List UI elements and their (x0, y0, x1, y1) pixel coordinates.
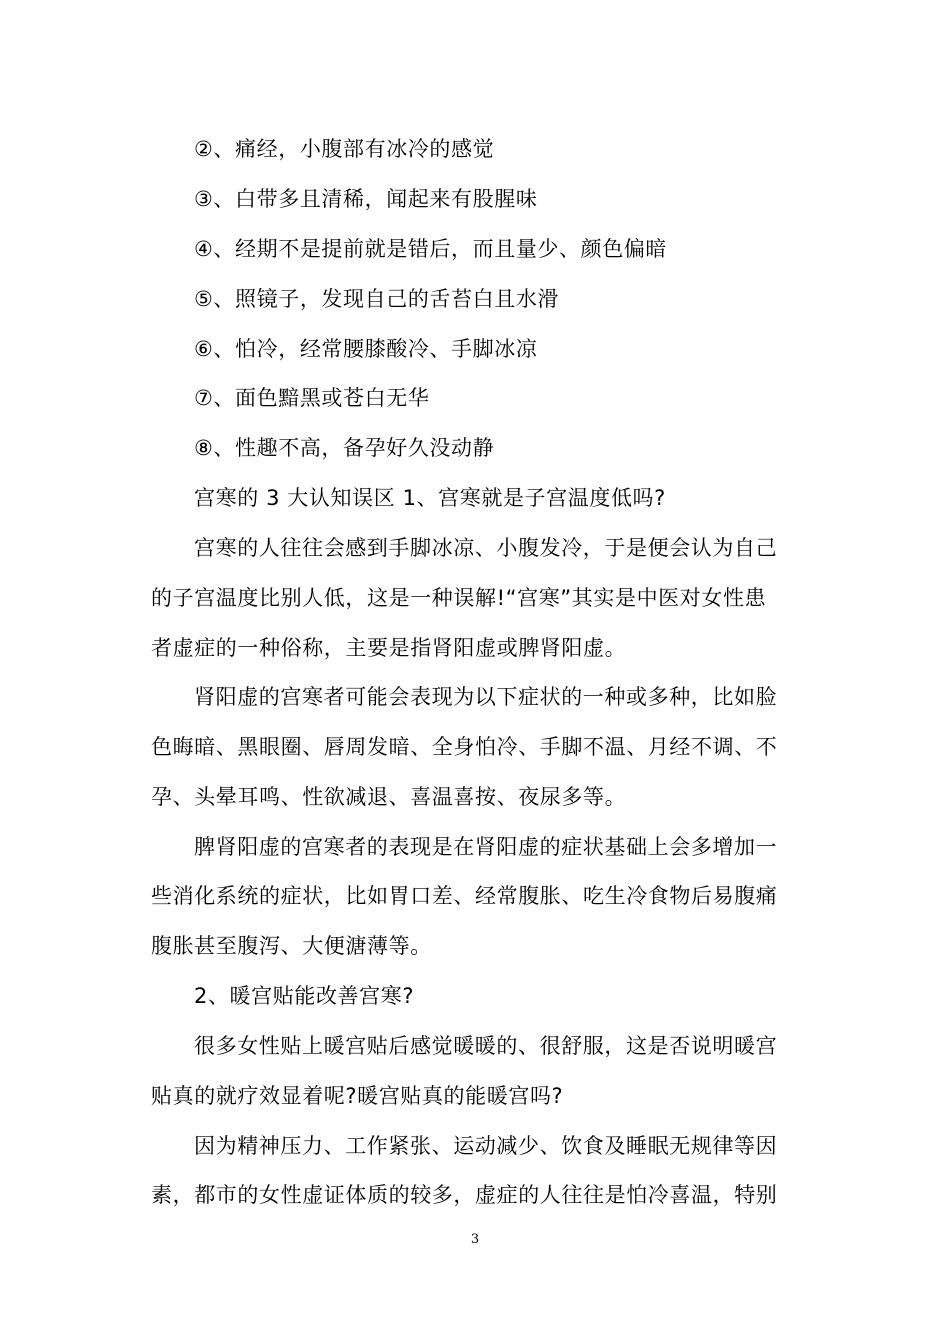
paragraph-line: 很多女性贴上暖宫贴后感觉暖暖的、很舒服，这是否说明暖宫 (194, 1034, 778, 1058)
paragraph-line: 孕、头晕耳鸣、性欲减退、喜温喜按、夜尿多等。 (151, 785, 627, 809)
paragraph-line: 因为精神压力、工作紧张、运动减少、饮食及睡眠无规律等因 (194, 1134, 778, 1158)
question-heading: 2、暖宫贴能改善宫寒? (194, 984, 415, 1008)
paragraph-line: 者虚症的一种俗称，主要是指肾阳虚或脾肾阳虚。 (151, 636, 627, 660)
paragraph-line: 些消化系统的症状，比如胃口差、经常腹胀、吃生冷食物后易腹痛 (151, 884, 778, 908)
paragraph-line: 贴真的就疗效显着呢?暖宫贴真的能暖宫吗? (151, 1084, 564, 1108)
list-item: ②、痛经，小腹部有冰冷的感觉 (194, 137, 495, 161)
list-item: ⑦、面色黯黑或苍白无华 (194, 386, 430, 410)
page-number: 3 (470, 1232, 480, 1247)
paragraph-line: 宫寒的人往往会感到手脚冰凉、小腹发冷，于是便会认为自己 (194, 536, 778, 560)
list-item: ⑥、怕冷，经常腰膝酸冷、手脚冰凉 (194, 337, 538, 361)
section-heading: 宫寒的 3 大认知误区 1、宫寒就是子宫温度低吗? (194, 486, 666, 510)
paragraph-line: 色晦暗、黑眼圈、唇周发暗、全身怕冷、手脚不温、月经不调、不 (151, 735, 778, 759)
paragraph-line: 的子宫温度比别人低，这是一种误解!“宫寒”其实是中医对女性患 (151, 586, 767, 610)
list-item: ⑤、照镜子，发现自己的舌苔白且水滑 (194, 287, 560, 311)
paragraph-line: 脾肾阳虚的宫寒者的表现是在肾阳虚的症状基础上会多增加一 (194, 835, 778, 859)
paragraph-line: 肾阳虚的宫寒者可能会表现为以下症状的一种或多种，比如脸 (194, 685, 778, 709)
paragraph-line: 素，都市的女性虚证体质的较多，虚症的人往往是怕冷喜温，特别 (151, 1183, 778, 1207)
list-item: ⑧、性趣不高，备孕好久没动静 (194, 436, 495, 460)
list-item: ④、经期不是提前就是错后，而且量少、颜色偏暗 (194, 237, 668, 261)
paragraph-line: 腹胀甚至腹泻、大便溏薄等。 (151, 934, 432, 958)
list-item: ③、白带多且清稀，闻起来有股腥味 (194, 187, 538, 211)
